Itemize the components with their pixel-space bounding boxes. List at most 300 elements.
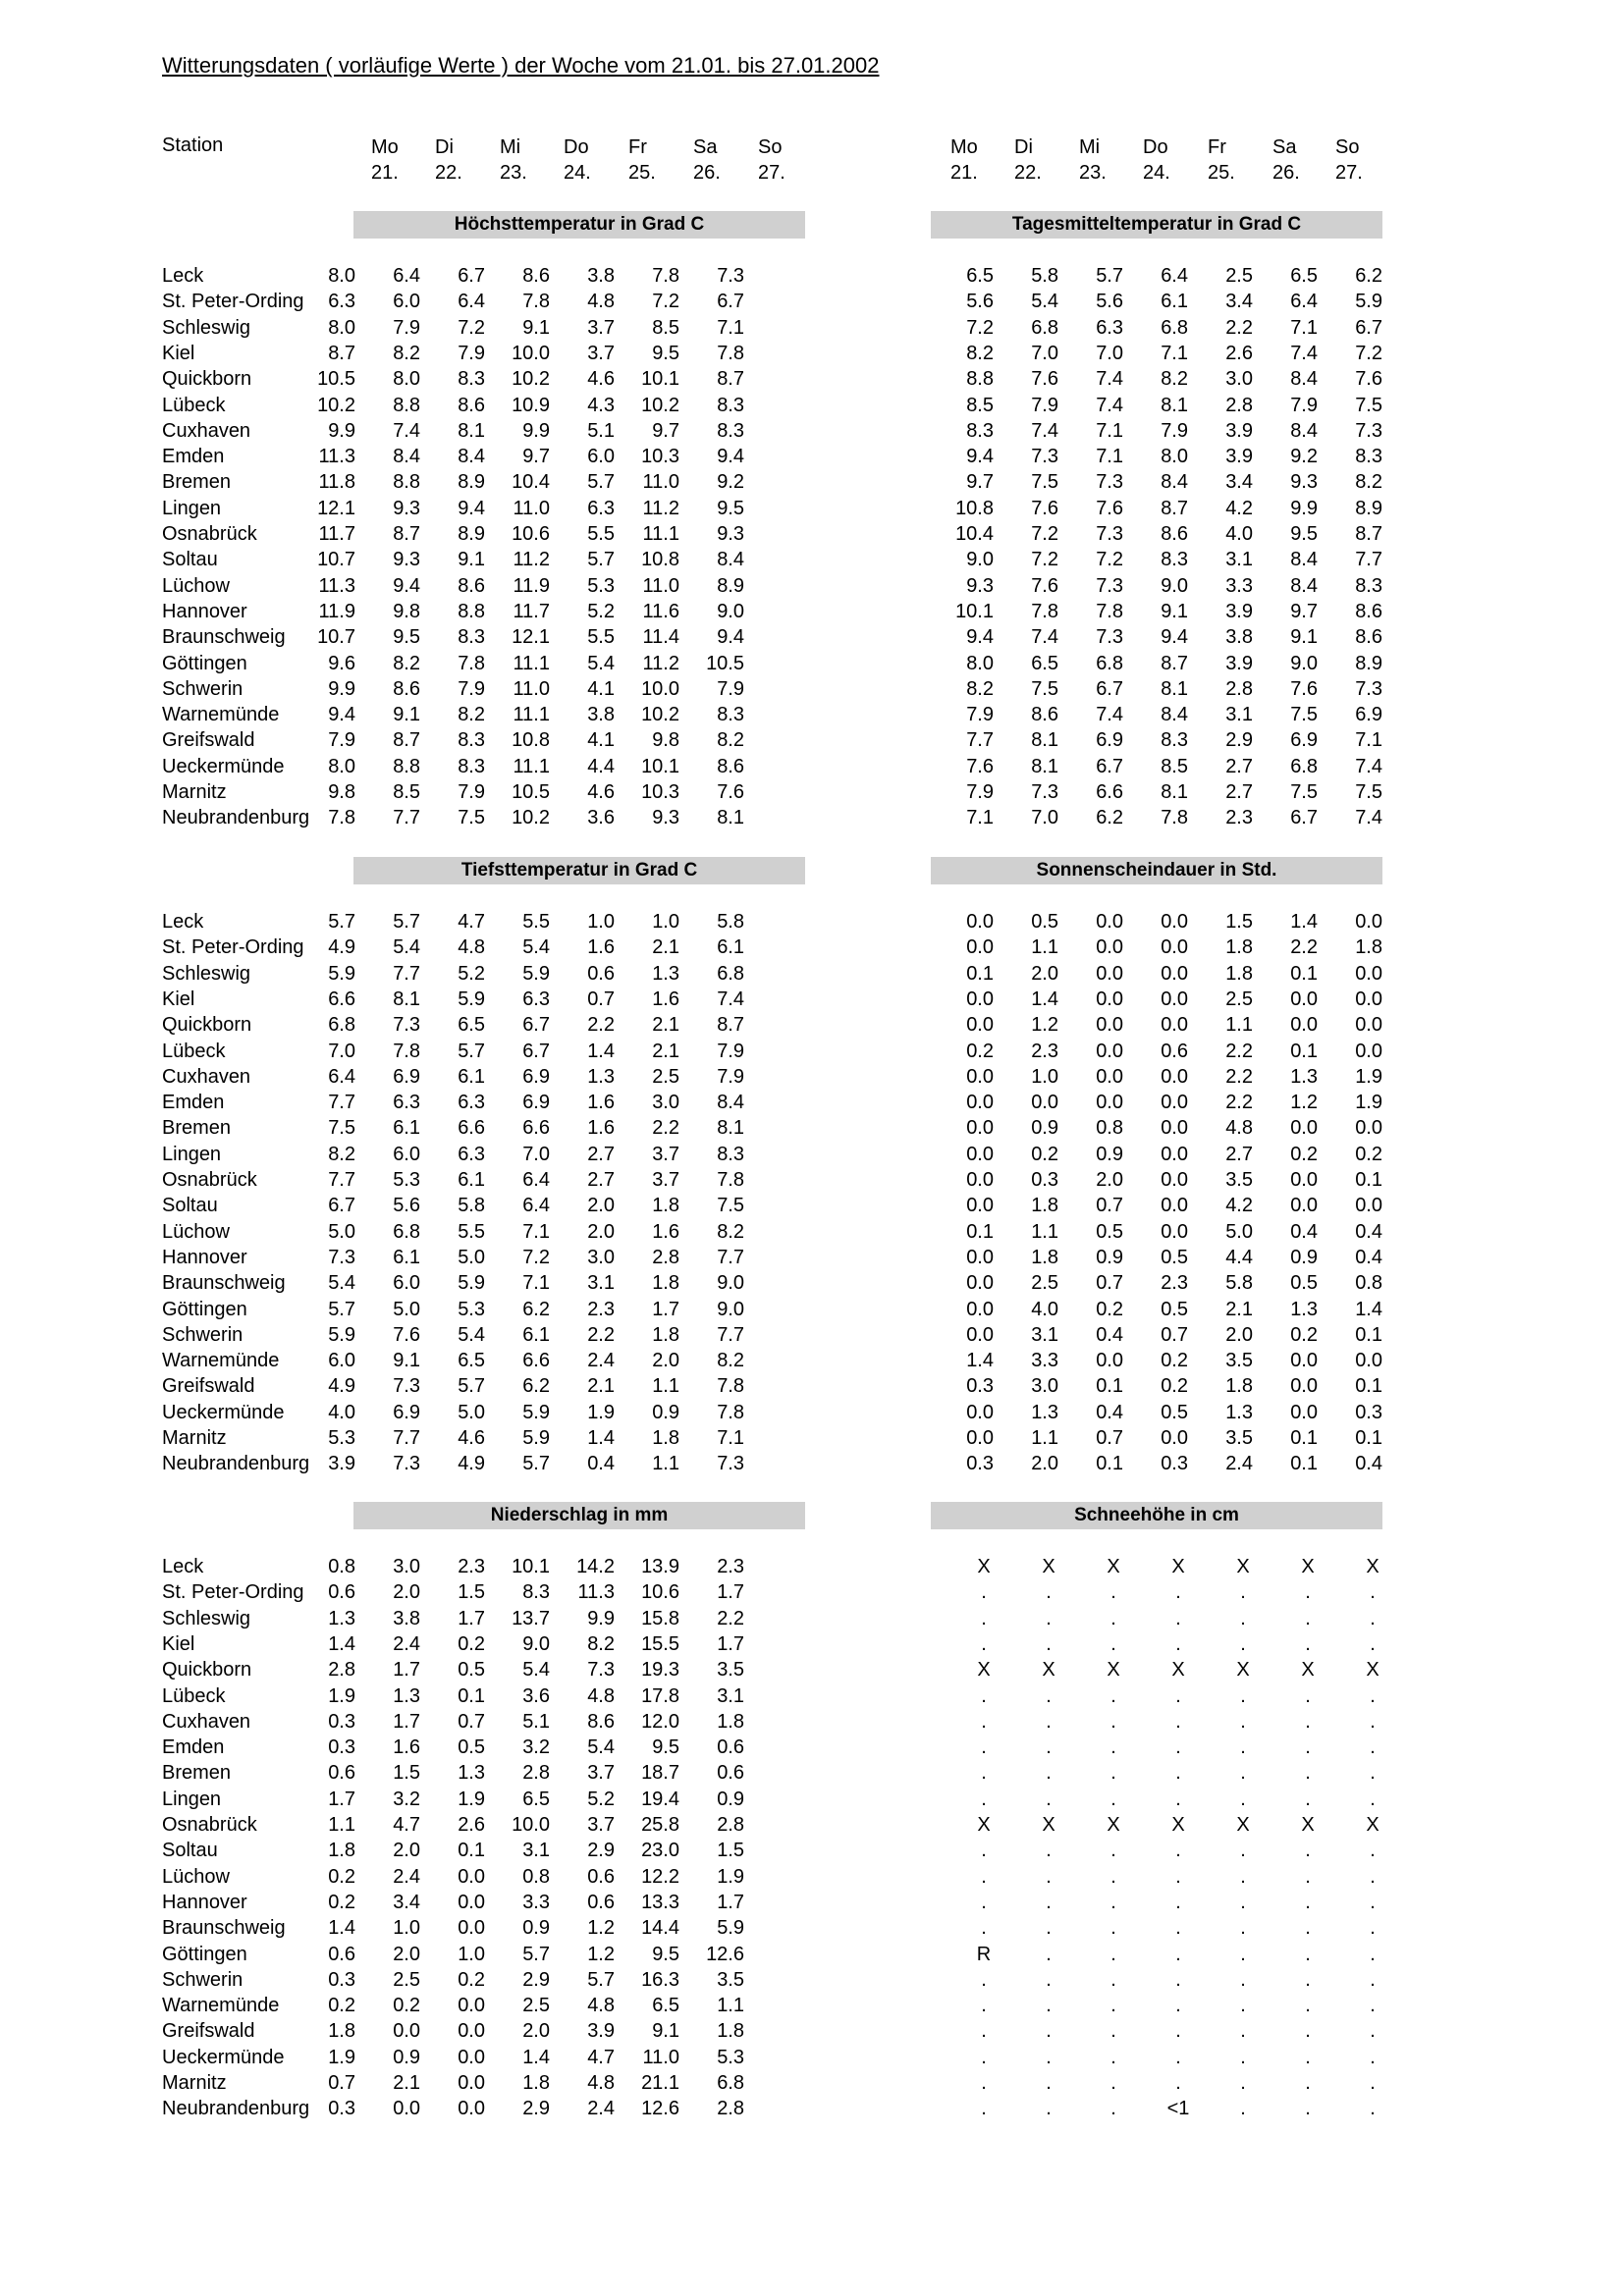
value-cell: 0.8 bbox=[1096, 1117, 1123, 1140]
value-cell: 0.0 bbox=[966, 1272, 994, 1295]
snow-cell: . bbox=[981, 1995, 987, 2017]
snow-cell: . bbox=[1370, 2046, 1376, 2068]
value-cell: 7.2 bbox=[1031, 523, 1058, 545]
value-cell: 0.2 bbox=[1355, 1143, 1382, 1165]
snow-cell: . bbox=[1305, 1762, 1311, 1785]
station-name: Lübeck bbox=[162, 1684, 226, 1707]
snow-cell: . bbox=[1046, 1840, 1052, 1862]
snow-cell: X bbox=[1301, 1659, 1315, 1682]
value-cell: 0.0 bbox=[458, 2098, 485, 2120]
value-cell: 0.0 bbox=[966, 1195, 994, 1217]
station-name: Lingen bbox=[162, 1143, 222, 1165]
station-name: Cuxhaven bbox=[162, 1710, 251, 1733]
value-cell: 6.9 bbox=[522, 1092, 550, 1114]
value-cell: 7.2 bbox=[1031, 549, 1058, 571]
snow-cell: . bbox=[1240, 2072, 1246, 2094]
value-cell: 5.7 bbox=[458, 1375, 485, 1398]
value-cell: 5.9 bbox=[328, 1323, 355, 1346]
value-cell: 6.9 bbox=[393, 1065, 420, 1088]
value-cell: 0.1 bbox=[1290, 1040, 1318, 1062]
value-cell: 6.5 bbox=[522, 1788, 550, 1810]
snow-cell: . bbox=[1240, 1736, 1246, 1759]
value-cell: 8.1 bbox=[1161, 781, 1188, 803]
value-cell: 8.4 bbox=[1290, 419, 1318, 442]
value-cell: 2.8 bbox=[717, 1814, 744, 1836]
snow-cell: . bbox=[1305, 2072, 1311, 2094]
value-cell: 8.4 bbox=[1161, 704, 1188, 726]
snow-cell: . bbox=[1175, 1840, 1181, 1862]
snow-cell: X bbox=[1107, 1814, 1120, 1836]
value-cell: 7.2 bbox=[1096, 549, 1123, 571]
value-cell: 0.3 bbox=[328, 1736, 355, 1759]
value-cell: 8.1 bbox=[1031, 755, 1058, 777]
value-cell: 1.3 bbox=[1031, 1401, 1058, 1423]
value-cell: 0.9 bbox=[1096, 1246, 1123, 1268]
value-cell: 7.8 bbox=[652, 265, 679, 287]
station-name: Quickborn bbox=[162, 368, 252, 391]
snow-cell: . bbox=[1305, 1736, 1311, 1759]
value-cell: 8.3 bbox=[458, 368, 485, 391]
value-cell: 8.2 bbox=[393, 342, 420, 364]
value-cell: 0.3 bbox=[328, 1710, 355, 1733]
value-cell: 0.0 bbox=[1161, 1065, 1188, 1088]
value-cell: 7.7 bbox=[393, 962, 420, 985]
snow-cell: . bbox=[1240, 1788, 1246, 1810]
value-cell: 2.5 bbox=[393, 1968, 420, 1991]
section-header: Schneehöhe in cm bbox=[931, 1502, 1382, 1529]
value-cell: 3.5 bbox=[1225, 1169, 1253, 1191]
value-cell: 10.2 bbox=[512, 368, 550, 391]
day-header-left: Fr bbox=[628, 136, 647, 158]
snow-cell: . bbox=[1046, 1710, 1052, 1733]
value-cell: 0.9 bbox=[522, 1917, 550, 1940]
value-cell: 8.9 bbox=[458, 471, 485, 494]
value-cell: 7.3 bbox=[393, 1375, 420, 1398]
value-cell: 8.4 bbox=[717, 549, 744, 571]
value-cell: 1.4 bbox=[587, 1427, 615, 1449]
station-name: Warnemünde bbox=[162, 1350, 280, 1372]
date-header-right: 24. bbox=[1143, 162, 1170, 184]
value-cell: 0.0 bbox=[1290, 1375, 1318, 1398]
value-cell: 6.8 bbox=[1096, 652, 1123, 674]
snow-cell: X bbox=[1236, 1814, 1250, 1836]
value-cell: 3.7 bbox=[587, 1762, 615, 1785]
value-cell: 7.9 bbox=[1161, 419, 1188, 442]
value-cell: 7.0 bbox=[328, 1040, 355, 1062]
value-cell: 2.7 bbox=[1225, 1143, 1253, 1165]
value-cell: 1.9 bbox=[1355, 1092, 1382, 1114]
value-cell: 5.4 bbox=[458, 1323, 485, 1346]
value-cell: 6.3 bbox=[1096, 316, 1123, 339]
snow-cell: X bbox=[1107, 1659, 1120, 1682]
value-cell: 10.0 bbox=[641, 677, 679, 700]
value-cell: 5.5 bbox=[522, 911, 550, 933]
value-cell: 1.8 bbox=[717, 2020, 744, 2043]
day-header-right: Do bbox=[1143, 136, 1168, 158]
value-cell: 7.9 bbox=[458, 781, 485, 803]
value-cell: 8.6 bbox=[458, 574, 485, 597]
value-cell: 2.9 bbox=[522, 1968, 550, 1991]
value-cell: 0.1 bbox=[458, 1684, 485, 1707]
snow-cell: . bbox=[1046, 1917, 1052, 1940]
station-name: Osnabrück bbox=[162, 1169, 257, 1191]
value-cell: 7.6 bbox=[1096, 497, 1123, 519]
value-cell: 0.7 bbox=[458, 1710, 485, 1733]
snow-cell: . bbox=[1240, 1917, 1246, 1940]
value-cell: 1.7 bbox=[717, 1891, 744, 1913]
value-cell: 8.0 bbox=[328, 755, 355, 777]
value-cell: 5.4 bbox=[393, 936, 420, 959]
value-cell: 1.8 bbox=[1031, 1246, 1058, 1268]
station-name: Cuxhaven bbox=[162, 1065, 251, 1088]
station-name: Kiel bbox=[162, 1632, 195, 1655]
value-cell: 7.5 bbox=[458, 807, 485, 829]
value-cell: 2.4 bbox=[587, 2098, 615, 2120]
station-name: Cuxhaven bbox=[162, 419, 251, 442]
value-cell: 8.2 bbox=[1161, 368, 1188, 391]
value-cell: 1.6 bbox=[652, 988, 679, 1010]
snow-cell: . bbox=[1175, 1917, 1181, 1940]
value-cell: 1.1 bbox=[1031, 936, 1058, 959]
value-cell: 8.0 bbox=[393, 368, 420, 391]
value-cell: 11.1 bbox=[513, 755, 550, 777]
station-name: Leck bbox=[162, 265, 204, 287]
value-cell: 6.8 bbox=[328, 1014, 355, 1037]
value-cell: 0.0 bbox=[458, 1917, 485, 1940]
day-header-right: Sa bbox=[1272, 136, 1297, 158]
value-cell: 0.7 bbox=[328, 2072, 355, 2094]
station-name: Greifswald bbox=[162, 1375, 255, 1398]
value-cell: 5.7 bbox=[522, 1943, 550, 1965]
value-cell: 0.0 bbox=[966, 936, 994, 959]
value-cell: 7.8 bbox=[717, 1169, 744, 1191]
value-cell: 6.4 bbox=[1290, 291, 1318, 313]
station-name: Lübeck bbox=[162, 394, 226, 416]
value-cell: 0.0 bbox=[1355, 1117, 1382, 1140]
value-cell: 11.0 bbox=[513, 497, 550, 519]
snow-cell: . bbox=[1175, 1995, 1181, 2017]
value-cell: 0.2 bbox=[328, 1995, 355, 2017]
snow-cell: X bbox=[1301, 1556, 1315, 1577]
value-cell: 7.1 bbox=[1096, 446, 1123, 468]
value-cell: 8.7 bbox=[1161, 497, 1188, 519]
value-cell: 0.0 bbox=[1161, 1220, 1188, 1243]
value-cell: 5.3 bbox=[458, 1298, 485, 1320]
value-cell: 2.7 bbox=[587, 1169, 615, 1191]
snow-cell: . bbox=[1240, 1762, 1246, 1785]
value-cell: 7.4 bbox=[1031, 626, 1058, 649]
value-cell: 5.0 bbox=[458, 1246, 485, 1268]
value-cell: 9.9 bbox=[522, 419, 550, 442]
value-cell: 8.2 bbox=[966, 342, 994, 364]
value-cell: 7.4 bbox=[1355, 755, 1382, 777]
value-cell: 7.8 bbox=[717, 1401, 744, 1423]
value-cell: 3.4 bbox=[393, 1891, 420, 1913]
value-cell: 3.9 bbox=[587, 2020, 615, 2043]
value-cell: 1.0 bbox=[587, 911, 615, 933]
value-cell: 10.9 bbox=[512, 394, 550, 416]
value-cell: 11.2 bbox=[642, 497, 679, 519]
value-cell: 1.4 bbox=[1290, 911, 1318, 933]
value-cell: 7.5 bbox=[1355, 781, 1382, 803]
snow-cell: . bbox=[1175, 2020, 1181, 2043]
snow-cell: . bbox=[1240, 1840, 1246, 1862]
value-cell: 7.7 bbox=[328, 1092, 355, 1114]
value-cell: 9.7 bbox=[966, 471, 994, 494]
value-cell: 5.7 bbox=[522, 1453, 550, 1475]
value-cell: 0.4 bbox=[1096, 1323, 1123, 1346]
snow-cell: X bbox=[1236, 1556, 1250, 1577]
value-cell: 3.5 bbox=[1225, 1427, 1253, 1449]
value-cell: 17.8 bbox=[641, 1684, 679, 1707]
value-cell: 1.3 bbox=[328, 1607, 355, 1629]
value-cell: 8.9 bbox=[1355, 652, 1382, 674]
date-header-right: 22. bbox=[1014, 162, 1042, 184]
value-cell: 8.3 bbox=[717, 1143, 744, 1165]
value-cell: 0.0 bbox=[966, 1065, 994, 1088]
value-cell: 6.9 bbox=[1355, 704, 1382, 726]
station-name: Lüchow bbox=[162, 1220, 230, 1243]
value-cell: 6.7 bbox=[1096, 677, 1123, 700]
value-cell: 2.0 bbox=[393, 1840, 420, 1862]
snow-cell: . bbox=[1305, 2020, 1311, 2043]
snow-cell: X bbox=[1042, 1556, 1055, 1577]
value-cell: 2.5 bbox=[1225, 988, 1253, 1010]
value-cell: 7.8 bbox=[458, 652, 485, 674]
value-cell: 7.3 bbox=[1096, 574, 1123, 597]
station-name: Osnabrück bbox=[162, 523, 257, 545]
value-cell: 1.3 bbox=[1225, 1401, 1253, 1423]
snow-cell: . bbox=[981, 1632, 987, 1655]
value-cell: 8.3 bbox=[717, 704, 744, 726]
value-cell: 4.7 bbox=[458, 911, 485, 933]
value-cell: 7.1 bbox=[966, 807, 994, 829]
snow-cell: . bbox=[1240, 2046, 1246, 2068]
value-cell: 2.4 bbox=[393, 1865, 420, 1888]
value-cell: 1.8 bbox=[652, 1427, 679, 1449]
value-cell: 9.2 bbox=[717, 471, 744, 494]
section-header: Tagesmitteltemperatur in Grad C bbox=[931, 211, 1382, 239]
value-cell: 9.9 bbox=[328, 419, 355, 442]
value-cell: 8.3 bbox=[458, 626, 485, 649]
section-header: Sonnenscheindauer in Std. bbox=[931, 857, 1382, 884]
value-cell: 10.5 bbox=[706, 652, 744, 674]
station-name: Schwerin bbox=[162, 677, 243, 700]
value-cell: 7.2 bbox=[458, 316, 485, 339]
value-cell: 10.6 bbox=[641, 1581, 679, 1604]
value-cell: 2.3 bbox=[458, 1556, 485, 1577]
value-cell: 3.5 bbox=[717, 1968, 744, 1991]
value-cell: 6.3 bbox=[393, 1092, 420, 1114]
value-cell: 3.7 bbox=[587, 1814, 615, 1836]
value-cell: 7.3 bbox=[717, 1453, 744, 1475]
snow-cell: . bbox=[1110, 1607, 1116, 1629]
value-cell: 13.9 bbox=[641, 1556, 679, 1577]
value-cell: 0.0 bbox=[1355, 1040, 1382, 1062]
value-cell: 6.0 bbox=[328, 1350, 355, 1372]
value-cell: 0.8 bbox=[328, 1556, 355, 1577]
snow-cell: . bbox=[1046, 1968, 1052, 1991]
value-cell: 2.4 bbox=[1225, 1453, 1253, 1475]
value-cell: 9.1 bbox=[393, 704, 420, 726]
station-name: Braunschweig bbox=[162, 626, 286, 649]
value-cell: 10.3 bbox=[641, 781, 679, 803]
value-cell: 5.7 bbox=[587, 471, 615, 494]
value-cell: 2.1 bbox=[587, 1375, 615, 1398]
value-cell: 0.1 bbox=[1290, 962, 1318, 985]
date-header-right: 21. bbox=[950, 162, 978, 184]
value-cell: 2.3 bbox=[587, 1298, 615, 1320]
snow-cell: . bbox=[1370, 1788, 1376, 1810]
station-name: Marnitz bbox=[162, 1427, 227, 1449]
value-cell: 1.8 bbox=[717, 1710, 744, 1733]
snow-cell: . bbox=[1110, 1581, 1116, 1604]
value-cell: 6.1 bbox=[393, 1246, 420, 1268]
value-cell: 7.3 bbox=[1096, 626, 1123, 649]
day-header-right: Fr bbox=[1208, 136, 1226, 158]
value-cell: 5.9 bbox=[522, 962, 550, 985]
value-cell: 0.5 bbox=[458, 1736, 485, 1759]
value-cell: 9.3 bbox=[717, 523, 744, 545]
station-name: Leck bbox=[162, 1556, 204, 1577]
value-cell: 8.6 bbox=[393, 677, 420, 700]
value-cell: 0.5 bbox=[1161, 1401, 1188, 1423]
value-cell: 8.2 bbox=[1355, 471, 1382, 494]
station-name: Hannover bbox=[162, 600, 247, 622]
snow-cell: . bbox=[1370, 2020, 1376, 2043]
value-cell: 5.3 bbox=[393, 1169, 420, 1191]
value-cell: 5.7 bbox=[587, 1968, 615, 1991]
snow-cell: . bbox=[1110, 1891, 1116, 1913]
value-cell: 2.8 bbox=[717, 2098, 744, 2120]
value-cell: 8.2 bbox=[717, 729, 744, 752]
value-cell: 10.2 bbox=[512, 807, 550, 829]
value-cell: 0.4 bbox=[1355, 1453, 1382, 1475]
value-cell: 5.7 bbox=[328, 911, 355, 933]
date-header-right: 25. bbox=[1208, 162, 1235, 184]
value-cell: 8.1 bbox=[1031, 729, 1058, 752]
snow-cell: . bbox=[1110, 1736, 1116, 1759]
snow-cell: R bbox=[976, 1943, 992, 1965]
value-cell: 0.0 bbox=[1161, 936, 1188, 959]
value-cell: 0.1 bbox=[1290, 1453, 1318, 1475]
value-cell: 0.9 bbox=[1096, 1143, 1123, 1165]
value-cell: 23.0 bbox=[641, 1840, 679, 1862]
day-header-left: Mi bbox=[500, 136, 521, 158]
snow-cell: . bbox=[981, 1968, 987, 1991]
value-cell: 7.3 bbox=[1031, 446, 1058, 468]
value-cell: 8.2 bbox=[717, 1350, 744, 1372]
snow-cell: . bbox=[1370, 1865, 1376, 1888]
value-cell: 8.2 bbox=[328, 1143, 355, 1165]
value-cell: 0.0 bbox=[966, 1014, 994, 1037]
value-cell: 9.8 bbox=[393, 600, 420, 622]
value-cell: 6.2 bbox=[1355, 265, 1382, 287]
date-header-left: 25. bbox=[628, 162, 656, 184]
value-cell: 0.0 bbox=[1096, 936, 1123, 959]
value-cell: 2.1 bbox=[652, 1014, 679, 1037]
station-name: Marnitz bbox=[162, 2072, 227, 2094]
value-cell: 9.1 bbox=[522, 316, 550, 339]
value-cell: 1.7 bbox=[393, 1710, 420, 1733]
value-cell: 7.3 bbox=[587, 1659, 615, 1682]
value-cell: 9.0 bbox=[717, 1272, 744, 1295]
date-header-left: 26. bbox=[693, 162, 721, 184]
value-cell: 9.4 bbox=[966, 626, 994, 649]
value-cell: 11.2 bbox=[642, 652, 679, 674]
value-cell: 4.9 bbox=[458, 1453, 485, 1475]
value-cell: 3.2 bbox=[393, 1788, 420, 1810]
value-cell: 10.8 bbox=[512, 729, 550, 752]
value-cell: 1.7 bbox=[717, 1632, 744, 1655]
value-cell: 0.0 bbox=[1096, 911, 1123, 933]
day-header-right: Di bbox=[1014, 136, 1033, 158]
value-cell: 2.2 bbox=[1290, 936, 1318, 959]
value-cell: 11.1 bbox=[513, 704, 550, 726]
value-cell: 6.4 bbox=[458, 291, 485, 313]
value-cell: 9.4 bbox=[393, 574, 420, 597]
snow-cell: X bbox=[1366, 1659, 1380, 1682]
snow-cell: . bbox=[1370, 1684, 1376, 1707]
value-cell: 5.9 bbox=[458, 1272, 485, 1295]
value-cell: 2.2 bbox=[1225, 316, 1253, 339]
value-cell: 6.6 bbox=[458, 1117, 485, 1140]
value-cell: 10.4 bbox=[512, 471, 550, 494]
value-cell: 0.0 bbox=[458, 1891, 485, 1913]
value-cell: 0.0 bbox=[1161, 1195, 1188, 1217]
snow-cell: X bbox=[1236, 1659, 1250, 1682]
value-cell: 7.9 bbox=[393, 316, 420, 339]
station-name: Braunschweig bbox=[162, 1917, 286, 1940]
value-cell: 8.5 bbox=[966, 394, 994, 416]
value-cell: 6.8 bbox=[1031, 316, 1058, 339]
value-cell: 2.2 bbox=[587, 1014, 615, 1037]
snow-cell: . bbox=[1175, 1865, 1181, 1888]
value-cell: 10.1 bbox=[641, 755, 679, 777]
value-cell: 0.2 bbox=[328, 1891, 355, 1913]
value-cell: 12.0 bbox=[641, 1710, 679, 1733]
station-name: St. Peter-Ording bbox=[162, 1581, 304, 1604]
value-cell: 8.3 bbox=[522, 1581, 550, 1604]
snow-cell: . bbox=[1046, 1943, 1052, 1965]
value-cell: 5.9 bbox=[522, 1401, 550, 1423]
value-cell: 8.6 bbox=[1031, 704, 1058, 726]
snow-cell: . bbox=[1305, 1632, 1311, 1655]
value-cell: 1.2 bbox=[1031, 1014, 1058, 1037]
value-cell: 3.0 bbox=[393, 1556, 420, 1577]
value-cell: 0.0 bbox=[1355, 1195, 1382, 1217]
value-cell: 7.4 bbox=[393, 419, 420, 442]
station-name: Hannover bbox=[162, 1891, 247, 1913]
value-cell: 6.5 bbox=[1031, 652, 1058, 674]
value-cell: 0.0 bbox=[1290, 1169, 1318, 1191]
value-cell: 3.2 bbox=[522, 1736, 550, 1759]
value-cell: 0.1 bbox=[1355, 1375, 1382, 1398]
value-cell: 3.8 bbox=[393, 1607, 420, 1629]
value-cell: 0.2 bbox=[1096, 1298, 1123, 1320]
value-cell: 9.4 bbox=[717, 626, 744, 649]
value-cell: 12.6 bbox=[641, 2098, 679, 2120]
snow-cell: . bbox=[1240, 1943, 1246, 1965]
value-cell: 0.9 bbox=[717, 1788, 744, 1810]
value-cell: 0.3 bbox=[966, 1375, 994, 1398]
value-cell: 2.1 bbox=[1225, 1298, 1253, 1320]
snow-cell: X bbox=[1171, 1814, 1185, 1836]
value-cell: 0.0 bbox=[966, 1169, 994, 1191]
value-cell: 8.8 bbox=[966, 368, 994, 391]
value-cell: 7.7 bbox=[966, 729, 994, 752]
day-header-left: Do bbox=[564, 136, 589, 158]
